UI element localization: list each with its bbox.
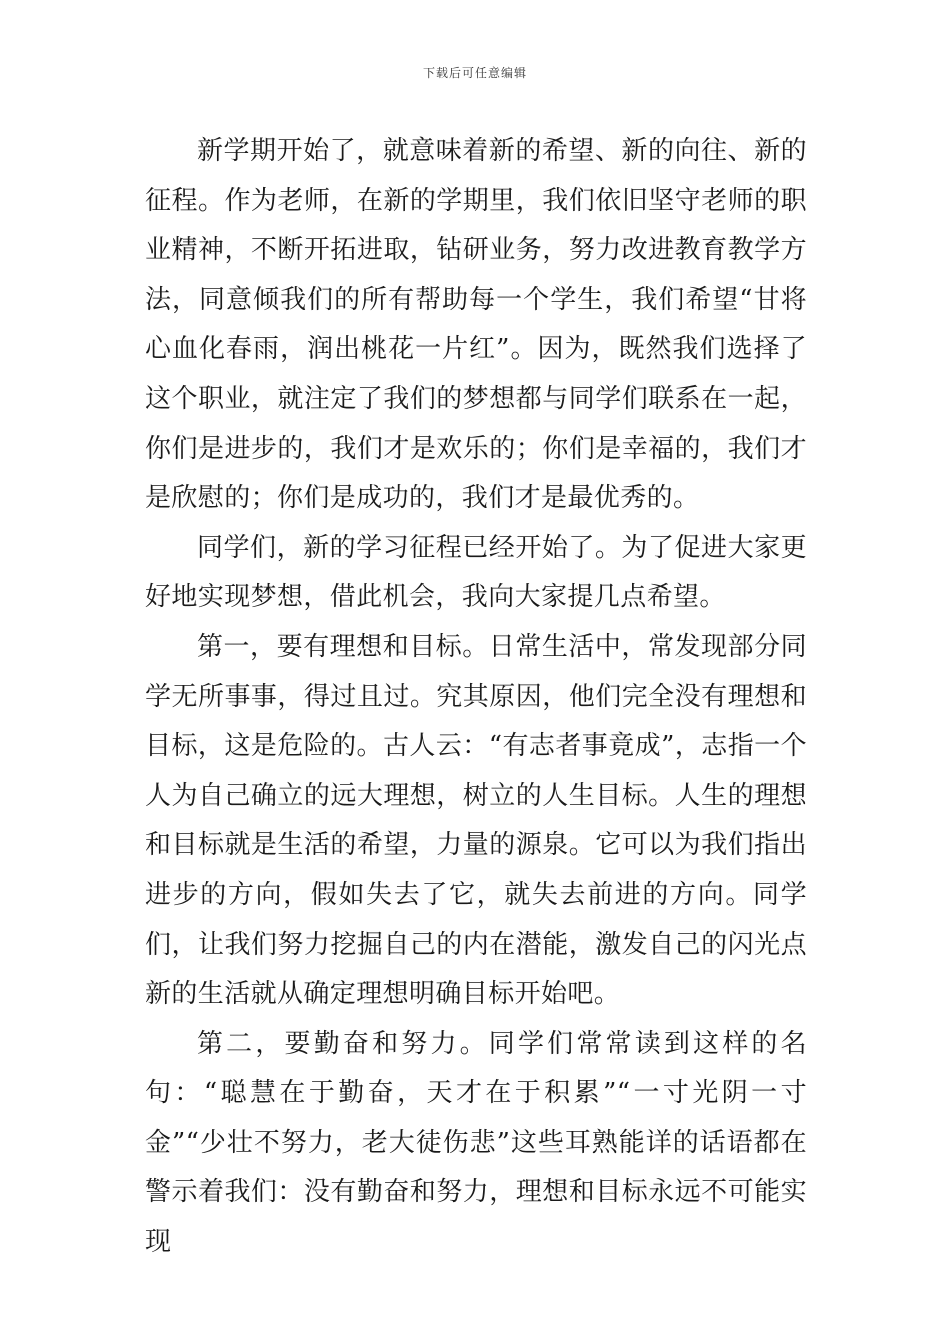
paragraph-second-diligence: 第二，要勤奋和努力。同学们常常读到这样的名句：“聪慧在于勤奋，天才在于积累”“一寸光阴一寸金”“少壮不努力，老大徒伤悲”这些耳熟能详的话语都在警示着我们：没有勤奋和努力，理想和目标永远不可能实现 [145, 1028, 807, 1258]
paragraph-first-ideals: 第一，要有理想和目标。日常生活中，常发现部分同学无所事事，得过且过。究其原因，他们完全没有理想和目标，这是危险的。古人云：“有志者事竟成”，志指一个人为自己确立的远大理想，树立的人生目标。人生的理想和目标就是生活的希望，力量的源泉。它可以为我们指出进步的方向，假如失去了它，就失去前进的方向。同学们，让我们努力挖掘自己的内在潜能，激发自己的闪光点新的生活就从确定理想明确目标开始吧。 [145, 631, 807, 1010]
header-note: 下载后可任意编辑 [422, 66, 527, 80]
document-body [145, 127, 807, 1268]
paragraph-new-semester: 新学期开始了，就意味着新的希望、新的向往、新的征程。作为老师，在新的学期里，我们依旧坚守老师的职业精神，不断开拓进取，钻研业务，努力改进教育教学方法，同意倾我们的所有帮助每一个学生，我们希望“甘将心血化春雨，润出桃花一片红”。因为，既然我们选择了这个职业，就注定了我们的梦想都与同学们联系在一起，你们是进步的，我们才是欢乐的；你们是幸福的，我们才是欣慰的；你们是成功的，我们才是最优秀的。 [145, 136, 807, 514]
paragraph-learning-journey: 同学们，新的学习征程已经开始了。为了促进大家更好地实现梦想，借此机会，我向大家提几点希望。 [145, 532, 807, 613]
